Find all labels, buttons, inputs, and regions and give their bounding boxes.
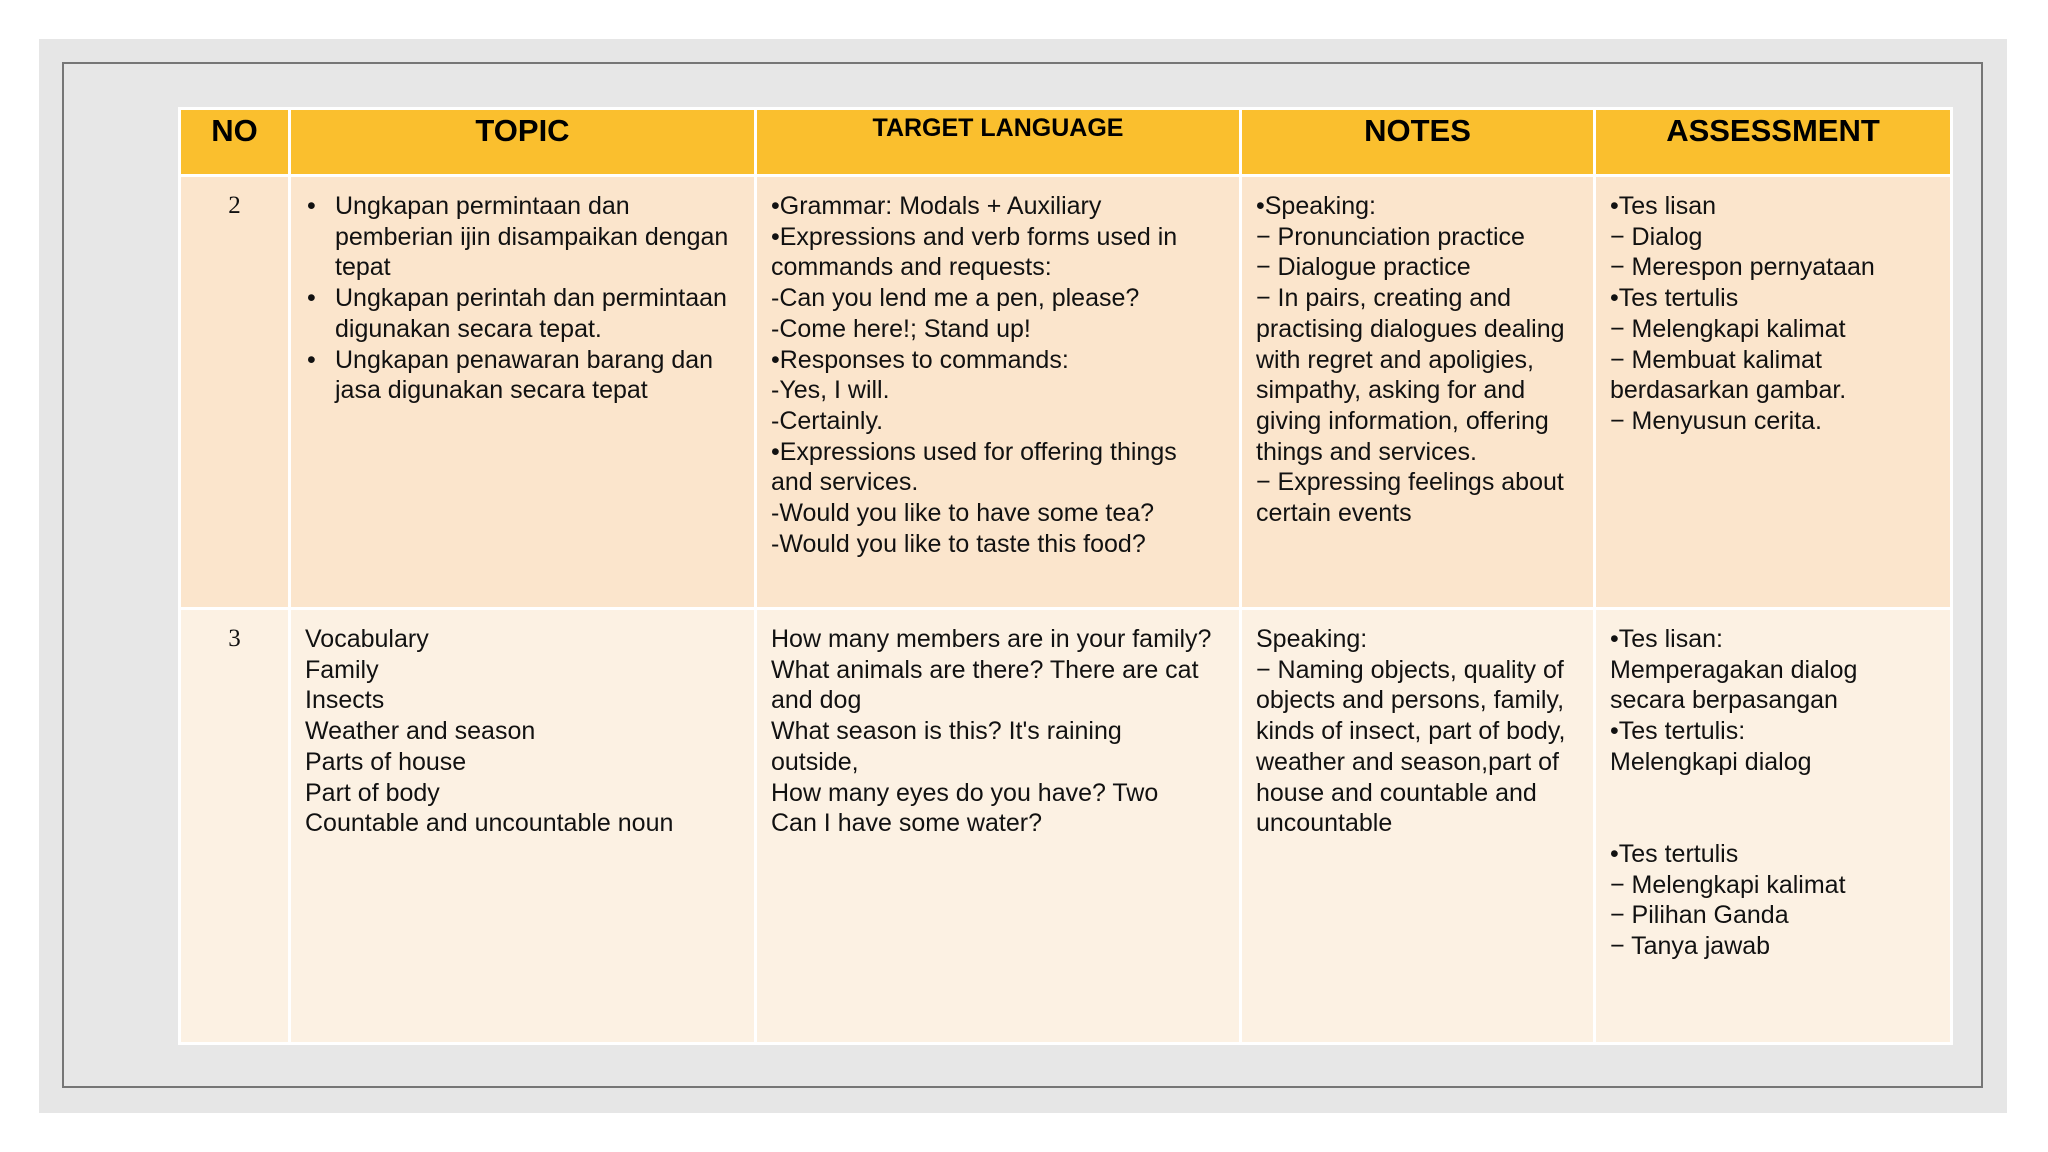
text-line: things and services. <box>1256 437 1477 466</box>
text-line: •Tes tertulis <box>1610 839 1739 868</box>
text-line: Memperagakan dialog <box>1610 655 1858 684</box>
text-line: Family <box>305 655 379 684</box>
text-line: Weather and season <box>305 717 536 746</box>
text-line: •Expressions used for offering things <box>771 437 1177 466</box>
text-line: -Yes, I will. <box>771 376 890 405</box>
text-line: •Tes tertulis: <box>1610 717 1746 746</box>
text-line: Countable and uncountable noun <box>305 809 674 838</box>
list-item: • Ungkapan perintah dan permintaan digunakan secara tepat. <box>335 283 740 344</box>
header-notes: NOTES <box>1241 109 1595 176</box>
text-line: •Tes lisan: <box>1610 625 1723 653</box>
text-line: secara berpasangan <box>1610 686 1838 715</box>
text-line: − Melengkapi kalimat <box>1610 870 1846 899</box>
text-line: commands and requests: <box>771 253 1052 282</box>
text-line: •Tes tertulis <box>1610 284 1739 313</box>
text-line: How many eyes do you have? Two <box>771 778 1159 807</box>
text-line: − Pronunciation practice <box>1256 222 1525 251</box>
text-line: practising dialogues dealing <box>1256 314 1565 343</box>
header-topic: TOPIC <box>290 109 756 176</box>
list-item: • Ungkapan penawaran barang dan jasa digunakan secara tepat <box>335 345 740 406</box>
text-line: − Tanya jawab <box>1610 932 1771 960</box>
text-line: outside, <box>771 747 859 776</box>
topic-cell <box>290 609 756 1044</box>
curriculum-table <box>178 107 1953 1045</box>
assessment-cell <box>1595 609 1952 1044</box>
text-line: •Grammar: Modals + Auxiliary <box>771 192 1102 220</box>
text-line: objects and persons, family, <box>1256 686 1565 715</box>
text-line: Parts of house <box>305 747 467 776</box>
text-line: berdasarkan gambar. <box>1610 376 1847 405</box>
assessment-cell <box>1595 176 1952 609</box>
text-line: kinds of insect, part of body, <box>1256 717 1566 746</box>
text-line: Vocabulary <box>305 625 429 653</box>
text-line: -Can you lend me a pen, please? <box>771 284 1140 313</box>
text-line: with regret and apoligies, <box>1256 345 1534 374</box>
text-line: − Dialog <box>1610 222 1703 251</box>
text-line: − Membuat kalimat <box>1610 345 1822 374</box>
text-line: How many members are in your family? <box>771 625 1212 653</box>
text-line: Part of body <box>305 778 440 807</box>
text-line: − Melengkapi kalimat <box>1610 314 1846 343</box>
text-line: uncountable <box>1256 809 1393 838</box>
text-line: Insects <box>305 686 385 715</box>
text-line: What animals are there? There are cat <box>771 655 1199 684</box>
spacer <box>1610 808 1936 839</box>
topic-cell <box>290 176 756 609</box>
text-line: simpathy, asking for and <box>1256 376 1526 405</box>
text-line: Speaking: <box>1256 625 1368 653</box>
list-item: • Ungkapan permintaan dan pemberian ijin disampaikan dengan tepat <box>335 191 740 283</box>
text-line: •Expressions and verb forms used in <box>771 222 1178 251</box>
header-row <box>180 109 1952 176</box>
text-line: certain events <box>1256 499 1412 528</box>
text-line: − Expressing feelings about <box>1256 468 1564 497</box>
spacer <box>1610 778 1936 809</box>
table-row <box>180 609 1952 1044</box>
text-line: − In pairs, creating and <box>1256 284 1512 313</box>
text-line: -Certainly. <box>771 406 884 435</box>
text-line: house and countable and <box>1256 778 1537 807</box>
text-line: and dog <box>771 686 862 715</box>
header-no: NO <box>180 109 290 176</box>
text-line: and services. <box>771 468 919 497</box>
text-line: •Tes lisan <box>1610 192 1717 220</box>
text-line: − Naming objects, quality of <box>1256 655 1564 684</box>
text-line: What season is this? It's raining <box>771 717 1122 746</box>
notes-cell <box>1241 609 1595 1044</box>
header-target-language: TARGET LANGUAGE <box>756 109 1241 176</box>
text-line: Melengkapi dialog <box>1610 747 1812 776</box>
header-assessment: ASSESSMENT <box>1595 109 1952 176</box>
topic-list <box>305 191 740 406</box>
table-row <box>180 176 1952 609</box>
text-line: •Responses to commands: <box>771 345 1069 374</box>
target-language-cell <box>756 609 1241 1044</box>
text-line: -Would you like to taste this food? <box>771 529 1146 558</box>
row-number: 3 <box>180 609 290 1044</box>
row-number: 2 <box>180 176 290 609</box>
text-line: − Dialogue practice <box>1256 253 1471 282</box>
text-line: •Speaking: <box>1256 192 1376 220</box>
text-line: − Pilihan Ganda <box>1610 901 1789 930</box>
text-line: weather and season,part of <box>1256 747 1559 776</box>
text-line: -Would you like to have some tea? <box>771 499 1155 528</box>
text-line: − Merespon pernyataan <box>1610 253 1875 282</box>
target-language-cell <box>756 176 1241 609</box>
text-line: -Come here!; Stand up! <box>771 314 1031 343</box>
text-line: Can I have some water? <box>771 809 1042 838</box>
notes-cell <box>1241 176 1595 609</box>
text-line: − Menyusun cerita. <box>1610 406 1822 435</box>
text-line: giving information, offering <box>1256 406 1549 435</box>
